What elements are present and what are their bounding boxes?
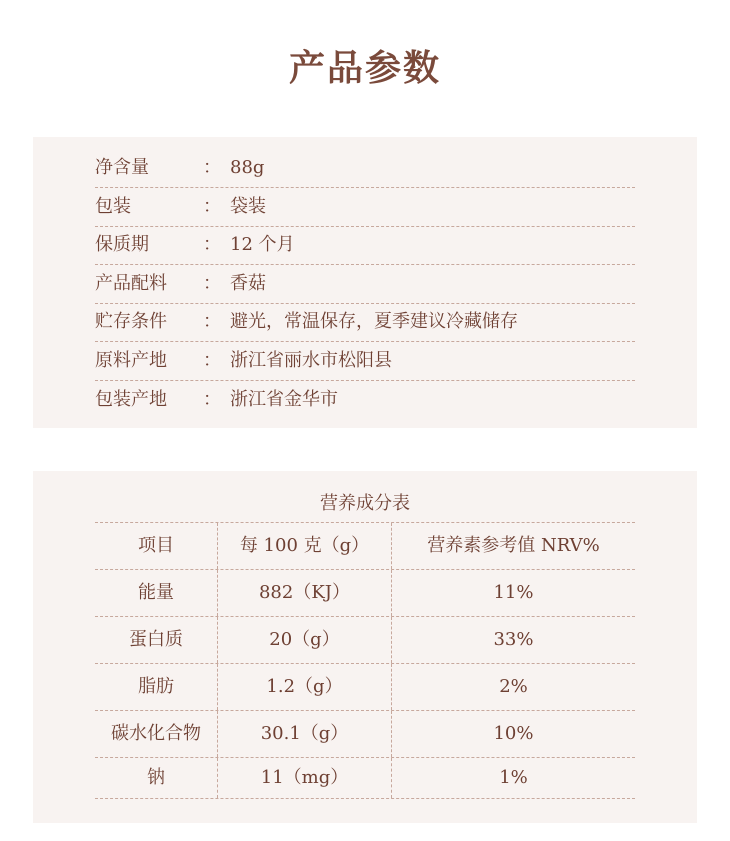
nutrition-panel bbox=[33, 471, 697, 823]
nutrient-nrv: 33% bbox=[493, 629, 534, 650]
product-params-panel bbox=[33, 137, 697, 428]
table-row bbox=[95, 758, 635, 799]
param-row-net-content bbox=[95, 149, 635, 188]
header-per-100g: 每 100 克（g） bbox=[218, 523, 392, 569]
param-row-packaging bbox=[95, 188, 635, 227]
table-row bbox=[95, 711, 635, 758]
table-row bbox=[95, 664, 635, 711]
nutrient-name: 脂肪 bbox=[95, 664, 218, 710]
nutrition-table bbox=[95, 522, 635, 799]
param-label: 净含量 bbox=[95, 157, 149, 178]
param-value: 避光，常温保存，夏季建议冷藏储存 bbox=[230, 311, 518, 332]
nutrient-amount: 11（mg） bbox=[218, 758, 392, 798]
param-colon: ： bbox=[203, 389, 221, 410]
nutrient-name: 钠 bbox=[95, 758, 218, 798]
nutrition-header-row bbox=[95, 523, 635, 570]
nutrient-name: 碳水化合物 bbox=[95, 711, 218, 757]
param-row-ingredients bbox=[95, 265, 635, 304]
param-value: 香菇 bbox=[230, 273, 266, 294]
nutrient-nrv: 2% bbox=[499, 676, 528, 697]
nutrient-amount: 1.2（g） bbox=[218, 664, 392, 710]
param-row-packaging-origin bbox=[95, 381, 635, 419]
nutrient-name: 蛋白质 bbox=[95, 617, 218, 663]
param-value: 88g bbox=[230, 157, 265, 178]
param-row-origin bbox=[95, 342, 635, 381]
nutrient-amount: 882（KJ） bbox=[218, 570, 392, 616]
param-label: 原料产地 bbox=[95, 350, 167, 371]
param-row-storage bbox=[95, 303, 635, 342]
param-label: 包装 bbox=[95, 196, 131, 217]
param-value: 袋装 bbox=[230, 196, 266, 217]
param-colon: ： bbox=[203, 234, 221, 255]
nutrient-nrv: 10% bbox=[493, 723, 534, 744]
param-label: 保质期 bbox=[95, 234, 149, 255]
table-row bbox=[95, 617, 635, 664]
param-label: 包装产地 bbox=[95, 389, 167, 410]
nutrition-table-title: 营养成分表 bbox=[320, 493, 410, 514]
nutrient-name: 能量 bbox=[95, 570, 218, 616]
table-row bbox=[95, 570, 635, 617]
page-title: 产品参数 bbox=[288, 47, 441, 89]
param-colon: ： bbox=[203, 350, 221, 371]
param-value: 12 个月 bbox=[230, 234, 295, 255]
param-value: 浙江省丽水市松阳县 bbox=[230, 350, 392, 371]
param-label: 贮存条件 bbox=[95, 311, 167, 332]
param-row-shelf-life bbox=[95, 226, 635, 265]
param-value: 浙江省金华市 bbox=[230, 389, 338, 410]
param-colon: ： bbox=[203, 157, 221, 178]
param-colon: ： bbox=[203, 196, 221, 217]
nutrient-nrv: 11% bbox=[493, 582, 534, 603]
nutrient-nrv: 1% bbox=[499, 767, 528, 788]
nutrient-amount: 20（g） bbox=[218, 617, 392, 663]
param-colon: ： bbox=[203, 311, 221, 332]
param-colon: ： bbox=[203, 273, 221, 294]
header-nrv: 营养素参考值 NRV% bbox=[427, 535, 600, 556]
param-label: 产品配料 bbox=[95, 273, 167, 294]
header-item: 项目 bbox=[95, 523, 218, 569]
nutrient-amount: 30.1（g） bbox=[218, 711, 392, 757]
